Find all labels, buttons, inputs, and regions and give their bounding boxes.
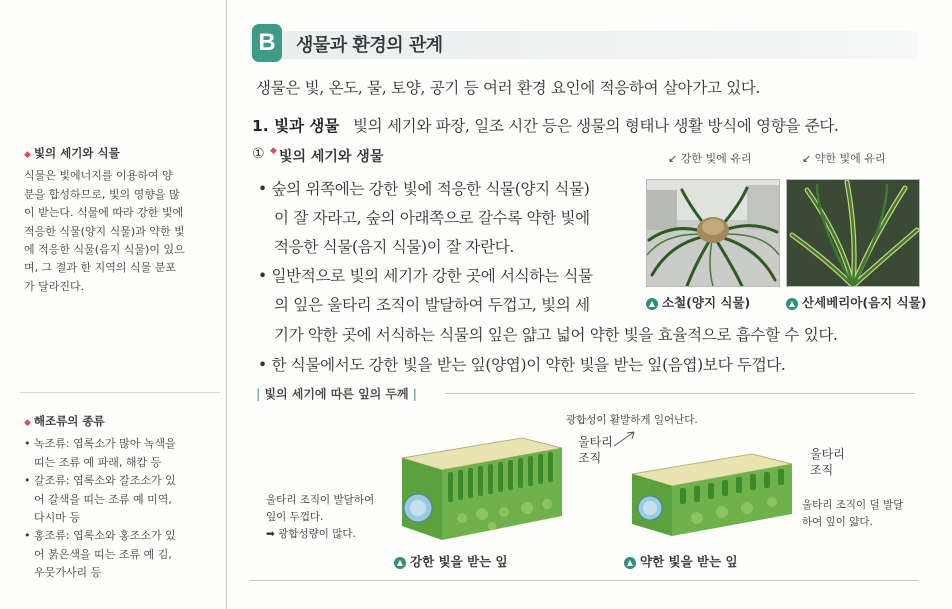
sansevieria-photo [787, 180, 919, 286]
photo-caption-sansevieria [786, 293, 926, 311]
note-line: 며, 그 결과 한 지역의 식물 분포 [24, 261, 176, 275]
label-palisade-right [810, 446, 845, 478]
list-item-line: 띠는 조류 예 파래, 해캄 등 [34, 455, 162, 469]
sub-heading-text: 빛의 세기와 생물 [278, 149, 384, 165]
list-item [24, 472, 216, 527]
photo-label-text: 약한 빛에 유리 [814, 152, 886, 165]
caption-text: 소철(양지 식물) [662, 295, 751, 310]
heading-description: 빛의 세기와 파장, 일조 시간 등은 생물의 형태나 생활 방식에 영향을 준다. [353, 117, 839, 135]
sidebar-divider [226, 0, 227, 609]
thick-leaf-diagram [392, 428, 562, 548]
list-item-line: • 갈조류: 엽록소와 갈조소가 있 [34, 474, 176, 488]
figure-title: | 빛의 세기에 따른 잎의 두께 | [256, 387, 418, 401]
sub-number: ① [252, 146, 265, 162]
arrow-icon [612, 428, 638, 448]
list-item [24, 435, 216, 472]
arrow-up-icon: ▲ [646, 298, 658, 310]
list-item-line: • 녹조류: 엽록소가 많아 녹색을 [34, 437, 176, 451]
body-line: • 한 식물에서도 강한 빛을 받는 잎(양엽)이 약한 빛을 받는 잎(음엽)보다 두껍다. [258, 356, 786, 374]
annotation-line: 잎이 두껍다. [266, 511, 324, 523]
list-item-line: 다시마 등 [34, 511, 81, 525]
annotation-line: 울타리 조직이 덜 발달 [802, 499, 904, 511]
photo-label-strong: ↙ 강한 빛에 유리 [668, 152, 752, 165]
photo-caption-cycad [646, 293, 750, 311]
photo-cycad [646, 179, 780, 287]
sub-heading [270, 146, 383, 166]
photo-label-weak: ↙ 약한 빛에 유리 [802, 152, 886, 165]
caption-text: 산세베리아(음지 식물) [802, 295, 927, 310]
annotation-line: 울타리 조직이 발달하여 [266, 494, 375, 506]
tissue-label-line: 울타리 [810, 447, 845, 461]
sidebar-separator [20, 392, 220, 393]
heading-light-and-life [252, 114, 339, 136]
annotation-photosynthesis: 광합성이 활발하게 일어난다. [566, 414, 698, 426]
list-item [24, 527, 216, 582]
figure-title-text: 빛의 세기에 따른 잎의 두께 [264, 387, 409, 401]
arrow-up-icon: ▲ [786, 298, 798, 310]
note-line: 가 달라진다. [24, 279, 85, 293]
note-light-intensity [24, 144, 216, 296]
annotation-thick-leaf [266, 492, 374, 543]
diamond-icon: ◆ [24, 150, 31, 160]
note-line: 분을 합성하므로, 빛의 영향을 많 [24, 187, 180, 201]
list-item-line: 어 갈색을 띠는 조류 예 미역, [34, 492, 172, 506]
body-line: • 일반적으로 빛의 세기가 강한 곳에 서식하는 식물 [258, 267, 593, 285]
list-item-line: 어 붉은색을 띠는 조류 예 김, [34, 547, 172, 561]
note-line: 에 적응한 식물(음지 식물)이 있으 [24, 243, 185, 257]
body-line: • 숲의 위쪽에는 강한 빛에 적응한 식물(양지 식물) [258, 180, 590, 198]
thin-leaf-diagram [622, 446, 792, 546]
caption-text: 강한 빛을 받는 잎 [410, 554, 508, 569]
note-title [24, 144, 216, 164]
label-palisade-left [578, 434, 613, 466]
tissue-label-line: 조직 [810, 463, 834, 477]
note-seaweed-types [24, 412, 216, 583]
arrow-up-icon: ▲ [624, 557, 636, 569]
seaweed-list [24, 435, 216, 582]
figure-title-rule [445, 393, 915, 394]
arrow-up-icon: ▲ [394, 557, 406, 569]
note-title [24, 412, 216, 432]
tissue-label-line: 울타리 [578, 435, 613, 449]
bottom-divider [250, 580, 918, 581]
photo-label-text: 강한 빛에 유리 [680, 152, 752, 165]
section-badge: B [252, 24, 282, 62]
annotation-line: ➡ 광합성량이 많다. [266, 528, 356, 540]
intro-text: 생물은 빛, 온도, 물, 토양, 공기 등 여러 환경 요인에 적응하여 살아가고 있다. [256, 79, 761, 97]
section-title: 생물과 환경의 관계 [296, 35, 443, 56]
body-line: 이 잘 자라고, 숲의 아래쪽으로 갈수록 약한 빛에 [274, 209, 590, 227]
figure-caption-strong-light [394, 552, 508, 570]
diamond-icon: ◆ [270, 146, 277, 156]
list-item-line: • 홍조류: 엽록소와 홍조소가 있 [34, 529, 176, 543]
list-item-line: 우뭇가사리 등 [34, 566, 102, 580]
figure-caption-weak-light [624, 552, 738, 570]
heading-number: 1. 빛과 생물 [252, 117, 340, 135]
photo-sansevieria [786, 179, 920, 287]
caption-text: 약한 빛을 받는 잎 [640, 554, 738, 569]
note-title-text: 해조류의 종류 [33, 414, 105, 428]
annotation-line: 하여 잎이 얇다. [802, 516, 873, 528]
note-line: 이 받는다. 식물에 따라 강한 빛에 [24, 206, 184, 220]
note-line: 식물은 빛에너지를 이용하여 양 [24, 169, 173, 183]
body-line: 의 잎은 울타리 조직이 발달하여 두껍고, 빛의 세 [274, 296, 590, 314]
note-line: 적응한 식물(양지 식물)과 약한 빛 [24, 224, 185, 238]
note-title-text: 빛의 세기와 식물 [33, 146, 120, 160]
body-line: 적응한 식물(음지 식물)이 잘 자란다. [274, 238, 515, 256]
diamond-icon: ◆ [24, 418, 31, 428]
body-line: 기가 약한 곳에 서식하는 식물의 잎은 얇고 넓어 약한 빛을 효율적으로 흡수할 수 있다. [274, 326, 838, 344]
cycad-photo [647, 180, 779, 286]
tissue-label-line: 조직 [578, 451, 602, 465]
annotation-thin-leaf [802, 497, 903, 531]
